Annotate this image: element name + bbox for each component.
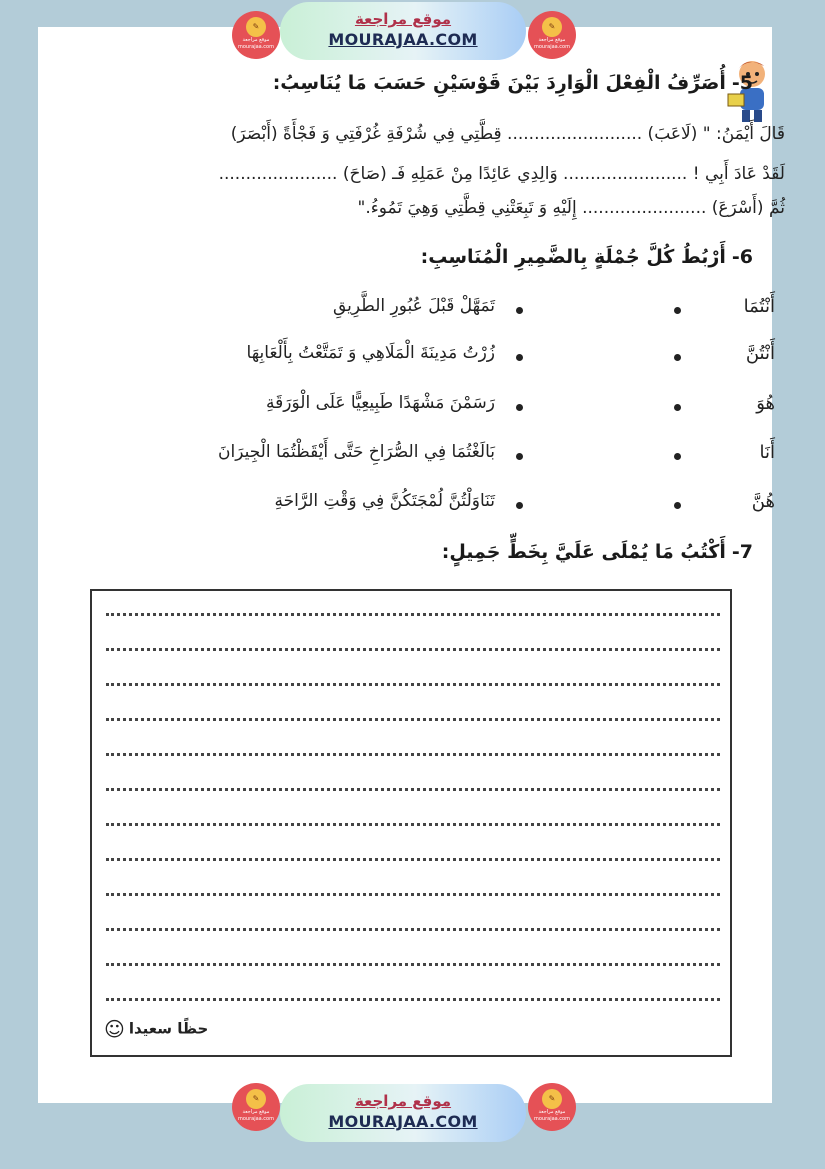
writing-line[interactable] xyxy=(106,963,720,966)
q5-line-2: لَقَدْ عَادَ أَبِي ! ....................... وَالِدِي عَائِدًا مِنْ عَمَلِهِ فَـ (صَاحَ) ...................... xyxy=(218,164,785,184)
match-dot[interactable] xyxy=(516,502,523,509)
mourajaa-logo: ✎ موقع مراجعة mourajaa.com xyxy=(528,11,576,59)
mourajaa-logo: ✎ موقع مراجعة mourajaa.com xyxy=(528,1083,576,1131)
pronoun: أَنَا xyxy=(759,442,775,463)
writing-line[interactable] xyxy=(106,718,720,721)
smiley-icon: ☺ xyxy=(104,1017,125,1041)
writing-line[interactable] xyxy=(106,893,720,896)
mourajaa-logo: ✎ موقع مراجعة mourajaa.com xyxy=(232,1083,280,1131)
match-row xyxy=(125,296,785,326)
logo-emblem-icon: ✎ xyxy=(246,17,266,37)
match-row xyxy=(125,491,785,521)
watermark-arabic[interactable]: موقع مراجعة xyxy=(354,1092,452,1110)
logo-emblem-icon: ✎ xyxy=(246,1089,266,1109)
writing-line[interactable] xyxy=(106,788,720,791)
pronoun: هُوَ xyxy=(756,393,775,414)
match-dot[interactable] xyxy=(674,502,681,509)
writing-line[interactable] xyxy=(106,613,720,616)
sentence: زُرْتُ مَدِينَةَ الْمَلَاهِي وَ تَمَتَّعْتُ بِأَلْعَابِهَا xyxy=(246,343,495,363)
writing-line[interactable] xyxy=(106,858,720,861)
sentence: رَسَمْنَ مَشْهَدًا طَبِيعِيًّا عَلَى الْوَرَقَةِ xyxy=(266,393,495,413)
match-dot[interactable] xyxy=(674,354,681,361)
pronoun: هُنَّ xyxy=(751,491,775,512)
writing-box[interactable] xyxy=(90,589,732,1057)
q7-title: 7-أَكْتُبُ مَا يُمْلَى عَلَيَّ بِخَطٍّ جَمِيلٍ: xyxy=(441,541,753,563)
writing-line[interactable] xyxy=(106,823,720,826)
match-dot[interactable] xyxy=(674,404,681,411)
watermark-arabic[interactable]: موقع مراجعة xyxy=(354,10,452,28)
match-dot[interactable] xyxy=(516,453,523,460)
good-luck-note: ☺ حظًا سعيدا xyxy=(104,1017,209,1041)
watermark-latin[interactable]: MOURAJAA.COM xyxy=(328,1112,478,1131)
mourajaa-logo: ✎ موقع مراجعة mourajaa.com xyxy=(232,11,280,59)
match-dot[interactable] xyxy=(516,307,523,314)
logo-emblem-icon: ✎ xyxy=(542,17,562,37)
writing-line[interactable] xyxy=(106,928,720,931)
watermark-latin[interactable]: MOURAJAA.COM xyxy=(328,30,478,49)
writing-line[interactable] xyxy=(106,683,720,686)
watermark-banner-bottom[interactable] xyxy=(280,1084,526,1142)
sentence: تَنَاوَلْتُنَّ لُمْجَتَكُنَّ فِي وَقْتِ الرَّاحَةِ xyxy=(274,491,495,511)
sentence: تَمَهَّلْ قَبْلَ عُبُورِ الطَّرِيقِ xyxy=(332,296,495,316)
q5-title: 5-أُصَرِّفُ الْفِعْلَ الْوَارِدَ بَيْنَ قَوْسَيْنِ حَسَبَ مَا يُنَاسِبُ: xyxy=(272,72,753,94)
writing-line[interactable] xyxy=(106,753,720,756)
logo-emblem-icon: ✎ xyxy=(542,1089,562,1109)
pronoun: أَنْتُمَا xyxy=(743,296,775,317)
writing-line[interactable] xyxy=(106,648,720,651)
match-row xyxy=(125,343,785,373)
q5-line-3: ثُمَّ (أَسْرَعَ) ....................... إِلَيْهِ وَ تَبِعَتْنِي قِطَّتِي وَهِيَ تَمُوءُ." xyxy=(357,198,785,218)
watermark-banner-top[interactable] xyxy=(280,2,526,60)
sentence: بَالَغْتُمَا فِي الصُّرَاخِ حَتَّى أَيْقَظْتُمَا الْجِيرَانَ xyxy=(217,442,495,462)
match-row xyxy=(125,442,785,472)
match-dot[interactable] xyxy=(674,307,681,314)
match-row xyxy=(125,393,785,423)
pronoun: أَنْتُنَّ xyxy=(745,343,775,364)
q5-line-1: قَالَ أَيْمَنُ: " (لَاعَبَ) ......................... قِطَّتِي فِي شُرْفَةِ غُرْفَتِي وَ فَجْأَةً (أَبْصَرَ) xyxy=(230,124,785,144)
q6-title: 6-أَرْبُطُ كُلَّ جُمْلَةٍ بِالضَّمِيرِ الْمُنَاسِبِ: xyxy=(420,246,753,268)
writing-line[interactable] xyxy=(106,998,720,1001)
match-dot[interactable] xyxy=(674,453,681,460)
match-dot[interactable] xyxy=(516,404,523,411)
match-dot[interactable] xyxy=(516,354,523,361)
